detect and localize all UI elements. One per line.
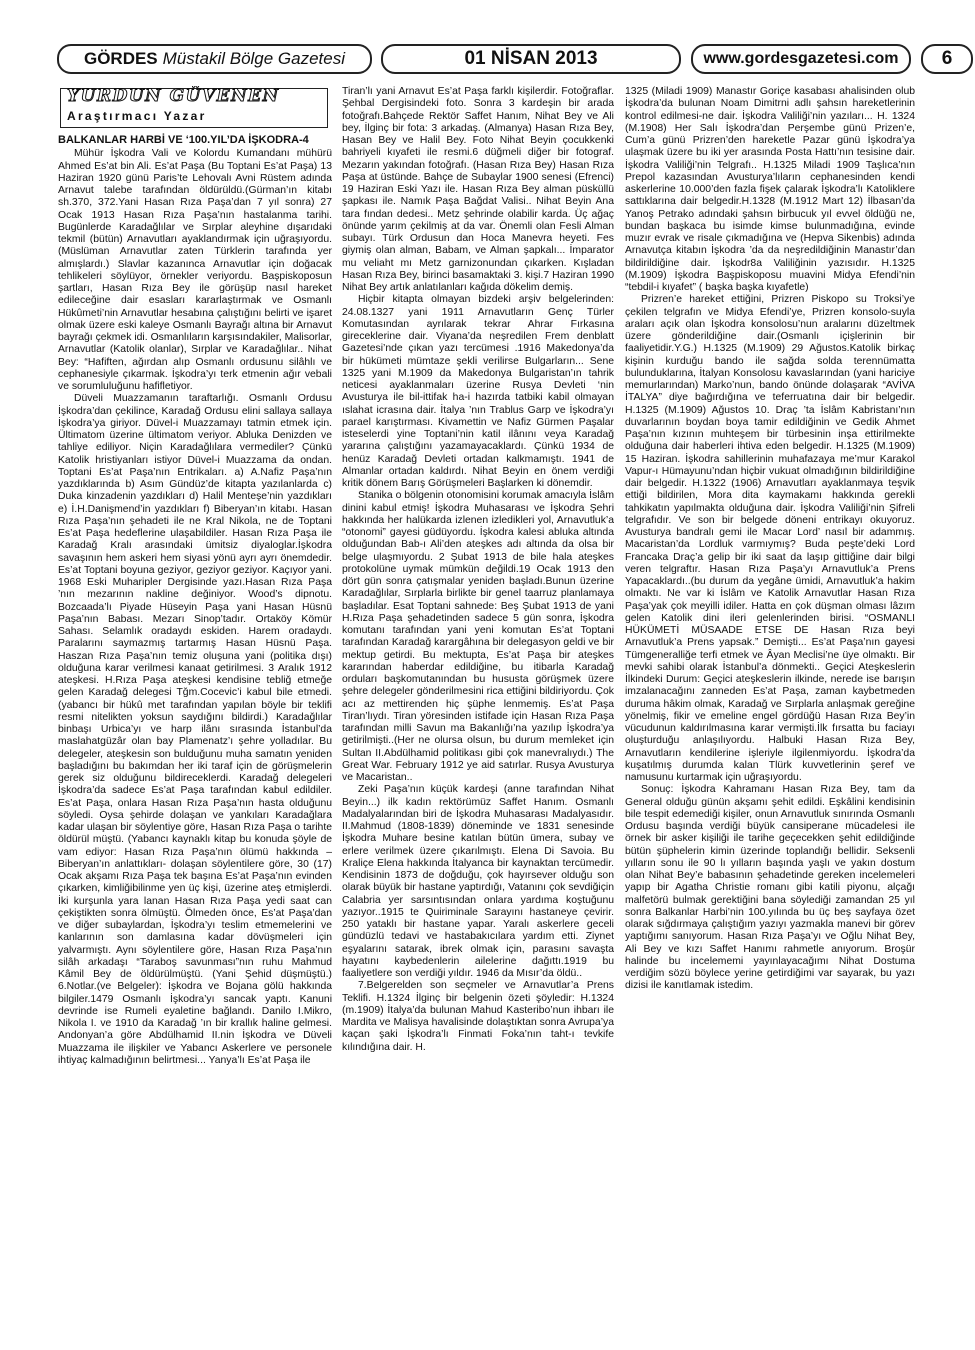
paragraph: Hiçbir kitapta olmayan bizdeki arşiv belgelerinden: 24.08.1327 yani 1911 Arnavutların Genç Türler Komutasından ayrılarak tekrar Ahrar Fırkasına gireceklerine dair. Viyana’da neşredilen Frem denblatt Gazetesi’nde çıkan yazı tercümesi .1916 Makedonya’da bir hükümeti mümtaze şekli verilirse Bulgarların... Sene 1325 yani M.1909 da Makedonya Bulgaristan’ın tahrik neticesi ayaklanmaları üzerine Rusya Devleti ‘nin Avusturya ile bil-ittifak ha-i hazırda tatbiki kabil olmayan ıslahat icrasına dair. İtalya ’nın Trablus Garp ve İşkodra’yı parael karıştırması. Kivamettin ve Nafiz Gürmen Paşalar isteselerdi yine Toptani’nin katil ilânını veya Karadağ yararına çalıştığını yazamayacaklardı. Çünkü 1934 de henüz Karadağ Devleti ortadan kalkmamıştı. 1941 de Almanlar ortadan kaldırdı. Nihat Beyin en önem verdiği kritik dönem Barış Görüşmeleri Başlarken ki dönemdir. [342,294,614,489]
paragraph: 7.Belgerelden son seçmeler ve Arnavutlar’a Prens Teklifi. H.1324 İlginç bir belgenin özeti şöyledir: H.1324 (m.1909) İtalya’da bulunan Mahud Kasteribo’nun ihbarı ile Mardita ve Malisya havalisinde dolaştıktan sonra Avrupa’ya kaçan şaki İşkodra’lı Finmati Foka’nın taht-ı tevkife kılındığına dair. H. [342,980,614,1053]
paragraph: 1325 (Miladi 1909) Manastır Goriçe kasabası ahalisinden olub İşkodra’da bulunan Noam Dimitrni adlı şahsın hareketlerinin kontrol edilmesi-ne dair. İşkodra Valiliği’nin yazıları... H. 1324 (M.1908) Her Salı İşkodra’dan Perşembe günü Prizen’e, Cum’a günü Prizren’den hareketle Pazar günü İşkodra’ya ulaşmak üzere bu iki yer arasında Posta Hattı’nın tesisine dair. İşkodra Valiliği’nin Telgrafı.. H.1325 Miladi 1909 Taşlıca’nın Prepol kazasından Avusturya’lıların cephanesinden kendi askerlerine 10.000’den fazla fişek çalarak İşkodra’lı Katoliklere sattıklarına dair belgedir.H.1328 (M.1912 Mart 12) İlbasan’da Yanoş Petrako adındaki şahsın birbucuk yıl evvel öldüğü ne, bundan başkaca bu isimde kimse bulunmadığına, evinde muzır evrak ve risale çıkmadığına ve (Hepva Sikenbis) adında Arnavutça kitabın İşkodra ’da da neşredildiğinin Manastır’dan bildirildiğine dair. İşkodr8a Valiliğinin yazısıdır. H.1325 (M.1909) İşkodra Başpiskoposu muavini Midya Efendi’nin “tebdil-i kıyafet” ( başka başka kıyafetle) [625,86,915,293]
article-column-2 [342,86,614,1324]
article-column-3 [625,86,915,1324]
masthead [57,44,953,78]
newspaper-name: GÖRDES [83,49,158,68]
newspaper-title [57,44,372,74]
newspaper-subtitle: Müstakil Bölge Gazetesi [162,49,346,68]
article-title: BALKANLAR HARBİ VE ‘100.YIL’DA İŞKODRA-4 [58,134,309,146]
paragraph: Zeki Paşa’nın küçük kardeşi (anne tarafından Nihat Beyin...) ilk kadın rektörümüz Saffet Hanım. Osmanlı Madalyalarından biri de İşkodra Muhasarası Madalyasıdır. II.Mahmud (1808-1839) döneminde ve 1831 senesinde İşkodra Muhare besine katılan bütün ümera, subay ve erlere verilmek üzere çıkarılmıştı. Elena Di Savoia. Bu Kraliçe Elena hakkında İtalyanca bir kaynaktan tercümedir. Kendisinin 1873 de doğduğu, çok hayırsever olduğu son olarak büyük bir hastane yaptırdığı, Vatanını çok sevdiğiçin Calabria yer sarsıntısından onlara yardıma koştuğunu yazıyor..1915 te Quiriminale Sarayını hastaneye çevirir. 250 yataklı bir hastane yapar. Yaralı askerlere geceli gündüzlü tedavi ve hastabakıcılara yardım etti. Ziynet eşyalarını satarak, ibrek olmak için, parasını savaşta hayatını kaybedenlerin ailelerine dağıttı.1919 bu faaliyetlere son verdiği yıldır. 1946 da Mısır’da öldü.. [342,784,614,979]
issue-date: 01 NİSAN 2013 [381,44,681,74]
author-box [60,88,328,128]
paragraph: Prizren’e hareket ettiğini, Prizren Piskopo su Troksi’ye çekilen telgrafın ve Midya Efendi’ye, Prizren konsolo-suyla araları açık olan İşkodra konsolosu’nun aralarını düzeltmek üzere gönderildiğine dair.(Osmanlı içişlerinin bir faaliyetidir.Y.G.) H.1325 (M.1909) 29 Ağustos.Katolik birkaç kişinin kurduğu bando ile sağda solda terennümatta bulunduklarına, İtalyan Konsolosu kavaslarından (yani hariciye memurlarından) Marko’nun, bando önünde dolaşarak “AVİVA İTALYA” diye bağırdığına ve teferruatına dair bir belgedir. H.1325 (M.1909) Ağustos 10. Draç ’ta İslâm Kabristanı’nın duvarlarının boydan boya tamir edildiğinin ve Gedik Ahmet Paşa’nın kızının muhteşem bir türbesinin inşa ettirilmekte olduğuna dair haberleri ihtiva eden belgedir. H.1325 (M.1909) 15 Haziran. İşkodra sahillerinin muhafazaya me’mur Karakol Vapur-ı Hümayunu’ndan hiçbir vukuat olmadığının bildirildiğine dair belgedir. H.1322 (1906) Arnavutları ayaklanmaya teşvik ettiği bildirilen, Mora dita kaymakamı hakkında gerekli tahkikatın yapılmakta olduğuna dair. İşkodra Valiliği’nin Şifreli telgrafıdır. Ve son bir belgede döneni entrikayı okuyoruz. Avusturya bandralı gemi ile Macar Lord’ nasıl bir adammış. Macaristan’da Lordluk varmıymış? Buda peşte’deki Lord Francaka Draç’a gelip bir iki saat da laşıp gittiğine dair bilgi veren telgraftır. Hasan Rıza Paşa’yı Arnavutluk’a Prens Yapacaklardı..(bu durum da yegâne ümidi, Arnavutluk’a hakim olmaktı. Ne var ki İslâm ve Katolik Arnavutlar Hasan Rıza Paşa’yak çok meyilli idiler. Hatta en çok düşman olması lâzım gelen Katolik dini ileri gelenlerinden birisi. “OSMANLI HÜKÜMETİ MÜSAADE ETSE DE Hasan Rıza beyi Arnavutluk’a Prens yapsak.” Demişti... Es’at Paşa’nın gayesi Tümgeneralliğe terfi etmek ve Âyan Meclisi’ne üye olmaktı. Bir mevki sahibi olarak İstanbul’a dönmekti.. Geçici Ateşkeslerin İlkindeki Durum: Geçici ateşkeslerin ilkinde, nerede ise barışın imzalanacağını zanneden Es’at Paşa, zaman kaybetmeden duruma hâkim olmak, Karadağ ve Sırplarla anlaşmak gereğine yönelmiş, fikir ve emeline engel gördüğü Hasan Rıza Bey’in vücudunun kaldırılmasına karar vermişti.İlk fırsatta bu faciayı oluşturduğu anlaşılıyordu. Halbuki Hasan Rıza Bey, Arnavutların kendilerine işleriyle ilgilenmiyordu. İşkodra’da kuşatılmış durumda kalan Tlürk kuvvetlerinin şeref ve namusunu kurtarmak için uğraşıyordu. [625,294,915,783]
paragraph: Mühür İşkodra Vali ve Kolordu Kumandanı mühürü Ahmed Es’at bin Ali. Es’at Paşa (Bu Toptani Es’at Paşa) 13 Haziran 1920 günü Paris’te Lehovalı Avni Rüstem adında Arnavut talebe tarafından öldürüldü.(Gürman’ın kitabı sh.370, 372.Yani Hasan Rıza Paşa’dan 7 yıl sonra) 27 Ocak 1913 Hasan Rıza Paşa’nın hastalanma tarihi. Bugünlerde Karadağlılar ve Sırplar aleyhine dışarıdaki tekmil (bütün) Arnavutları ayaklandırmak için uğraşıyordu. (Müslüman Arnavutlar zaten Türklerin tarafında yer almışlardı.) Slavlar kazanınca Arnavutlar için doğacak tehlikeleri söylüyor, örnekler veriyordu. Başpiskoposun şartları, Hasan Rıza Bey ile görüşüp nasıl hareket edileceğine dair esasları kararlaştırmak ve Osmanlı Hükûmeti’nin Arnavutlar hesabına çalıştığını belirti ve işaret olmak üzere eski kaleye Osmanlı Bayrağı altına bir Arnavut bayrağı çekmek idi. Osmanlıların karşısındakiler, Malisorlar, Arnavutlar (Katolik olanlar), Sırplar ve Karadağlılar.. Nihat Bey: “Hafiften, ağırdan alıp Osmanlı ordusunu silâhlı ve cephanesiyle çıkarmak. İşkodra’yı terk etmenin ağır vebali ve sorumluluğunu hafifletiyor. [58,148,332,392]
author-role: Araştırmacı Yazar [67,109,207,123]
website-url: www.gordesgazetesi.com [691,44,911,74]
author-name: YURDUN GÜVENEN [67,86,280,106]
paragraph: Düveli Muazzamanın taraftarlığı. Osmanlı Ordusu İşkodra’dan çekilince, Karadağ Ordusu elini sallaya sallaya İşkodra’ya giriyor. Düvel-i Muazzamayı tatmin etmek için. Ültimatom üzerine ültimatom veriyor. Abluka Denizden ve tahliye ediliyor. Niçin Karadağlılara vermediler? Çünkü Katolik hristiyanları istiyor Düvel-i Muazzama da ondan. Toptani Es’at Paşa’nın Entrikaları. a) A.Nafiz Paşa’nın yazdıklarında b) Asım Gündüz’de kitapta yazılanlarda c) Duka kinzadenin yazdıkları d) Halil Menteşe’nin yazdıkları e) İ.H.Danişmend’in yazdıkları f) Biberyan’ın kitabı. Hasan Rıza Paşa’nın şehadeti ile ne Kral Nikola, ne de Toptani Es’at Paşa hedeflerine ulaşabildiler. Hasan Rıza Paşa ile Karadağ Kralı arasındaki ümitsiz diyaloglar.İşkodra savaşının hem askeri hem siyasi yönü ayrı ayrı önemdedir. Es’at Toptani boyuna geziyor, geziyor geziyor. Kaçıyor yani. 1968 Eski Muharipler Dergisinde yazı.Hasan Rıza Paşa ’nın mezarının nakline değiniyor. Wood’s dipnotu. Bozcaada’lı Piyade Hüseyin Paşa yani Hasan Hüsnü Paşa’nın Babası. Mezarı Sinop’tadır. Ortaköy Kömür Sahası. Selamlık oradaydı eskiden. Harem oradaydı. Paralarını saymazmış tartarmış Hasan Hüsnü Paşa. Haszan Rıza Paşa’nın temiz oluşuna yani (politika dışı) olduğuna karar verilmesi kanaat getirilmesi. 3 Aralık 1912 ateşkesi. H.Rıza Paşa ateşkesi kendisine tebliğ etmeğe gelen Karadağ delegesi Tğm.Cocevic’i kabul bile etmedi.(yabancı bir hükû met tarafından yapılan böyle bir teklifi resmi nitelikten yoksun saydığını bildirdi.) Karadağlılar binbaşı Urbica’yı ve harp ilânı sırasında İstanbul’da maslahatgüzâr olan bay Plamenatz’ı şehre yolladılar. Bu delegeler, ateşkesin son bulduğunu muha samatın yeniden başladığını bu bakımdan her iki taraf için de görüşmelerin gerek siz olduğunu bildireceklerdi. Karadağ delegeleri İşkodra’da sadece Es’at Paşa tarafından kabul edildiler. Es’at Paşa, onlara Hasan Rıza Paşa’nın hasta olduğunu söyledi. Oysa şehirde dolaşan ve yankıları Karadağlara kadar ulaşan bir söylentiye göre, Hasan Rıza Paşa o tarihte öldürül müştü. (Yabancı kaynaklı kitap bu konuda şöyle de vam ediyor: Hasan Rıza Paşa’nın ölümü hakkında –Biberyan’ın anlattıkları- dolaşan söylentilere göre, 30 (17) Ocak akşamı Rıza Paşa tek başına Es’at Paşa’nın evinden çıkarken, kimliğibilinme yen üç kişi, üzerine ateş etmişlerdi. İki kurşunla yara lanan Hasan Rıza Paşa yedi saat can çekiştikten sonra ölmüştü. Ölmeden önce, Es’at Paşa’dan ve diğer subaylardan, İşkodra’yı teslim etmemelerini ve kanlarının son damlasına kadar dövüşmeleri için yalvarmıştı. Aynı söylentilere göre, Hasan Rıza Paşa’nın silâh arkadaşı “Taraboş savunması”nın ruhu Mahmud Kâmil Bey de öldürülmüştü. (Yani Şehid düşmüştü.) 6.Notlar.(ve Belgeler): İşkodra ve Bojana gölü hakkında bilgiler.1479 Osmanlı İşkodra’yı sancak yaptı. Kanuni devrinde ise Rumeli eyaletine bağlandı. Danilo I.Mikro, Nikola I. ve 1910 da Karadağ ’ın bir krallık haline gelmesi. Andonyan’a göre Abdülhamid II.nin İşkodra ve Düveli Muazzama ile ilişkiler ve Yabancı Askerlere ve personele ihtiyaç kalmadığının belirtmesi... Yanya’lı Es’at Paşa ile [58,393,332,1066]
paragraph: Tiran’lı yani Arnavut Es’at Paşa farklı kişilerdir. Fotoğraflar. Şehbal Dergisindeki foto. Sonra 3 kardeşin bir arada fotoğrafı.Bahçede Rektör Saffet Hanım, Nihat Bey ve Ali bey, İlginç bir fota: 3 arkadaş. (Almanya) Hasan Rıza Bey, Hasan Bey ve Halil Bey. Foto Nihat Beyin çocukkenki bahriyeli kıyafeti ile resmi.6 düğmeli diğer bir fotograf. Mezarın yakından fotoğrafı. (Hasan Rıza Bey) Hasan Rıza Paşa at üstünde. Bahçe de Subaylar 1900 senesi (Efrenci) 19 Haziran Eski Yazı ile. Hasan Rıza Bey alman püsküllü şapkası ile. Namık Paşa Bağdat Valisi.. Nihat Beyin Ana tara fından dedesi.. Metz şehrinde olabilir karda. Üç ağaç önünde yarım çekilmiş at da var. Önemli olan Fesli Alman subayı. Türk Ordusun dan Hoca Manevra heyeti. Fes giymiş olan alman, Babam, ve Alman şapkalı... İmparator mu veliaht mı Metz garnizonundan çıkarken. Kışladan Hasan Rıza Bey, birinci basamaktaki 3. kişi.7 Haziran 1990 Nihat Bey artık anlatılanları kağıda dökelim demiş. [342,86,614,293]
paragraph: Stanika o bölgenin otonomisini korumak amacıyla İslâm dinini kabul etmiş! İşkodra Muhasarası ve İşkodra Şehri hakkında her halükarda izlenen izledikleri yol, Arnavutluk’a “otonomi” gayesi güdüyordu. İşkodra kalesi abluka altında olduğundan Bab-ı Ali’den ateşkes adı altında da olsa bir belge ulaşmıyordu. 2 Şubat 1913 de bile hala ateşkes protokolüne uymak mümkün değildi.19 Ocak 1913 den dört gün sonra çatışmalar yeniden başladı.Bunun üzerine Karadağlılar, Sırplarla birlikte bir genel taarruz planlamaya başladılar. Esat Toptani sahnede: Beş Şubat 1913 de yani H.Rıza Paşa şehadetinden sadece 5 gün sonra, İşkodra komutanı tarafından yani yeni komutan Es’at Toptani tarafından Karadağ karargâhına bir delegasyon geldi ve bir mektup getirdi. Bu mektupta, Es’at Paşa bir ateşkes kararından haberdar edildiğine, bu itibarla Karadağ orduları başkomutanından bu hususta görüşmek üzere şehre delegeler gönderilmesini rica ettiğini bildiriyordu. Çok acı az mettirenden hiç şüphe lenmemiş. Es’at Paşa Tiran’lıydı. Tiran yöresinden istifade için Hasan Rıza Paşa tarafından milli Savun ma Bakanlığı’na yazılıp İşkodra’ya getirilmişti..(Her ne olursa olsun, bu durum memleket için Sultan II.Abdülhamid politikası gibi çok manevralıydı.) The Great War. February 1912 ye aid satırlar. Rusya Avusturya ve Macaristan.. [342,490,614,783]
article-column-1 [58,86,332,1324]
page-number: 6 [921,44,973,74]
paragraph: Sonuç: İşkodra Kahramanı Hasan Rıza Bey, tam da General olduğu günün akşamı şehit edildi. Eşkâlini kendisinin bile tespit edemediği kişiler, onun Arnavutluk sınırında Osmanlı Ordusu başında verdiği büyük cansiperane mücadelesi ile örnek bir asker kişiliği ile tarihe geçecekken şehit edildiğinde bütün şüphelerin kimin üzerinde toplandığı bellidir. Seksenli yılların sonu ile 90 lı yılların başında yaşlı ve yakın dostum olan Nihat Bey’e babasının şehadetinde gereken incelemeleri yapıp bir Agatha Christie romanı gibi katili piyonu, alçağı malfetörü bulmak gerektiğini bana söylediği zamandan 25 yıl sonra Balkanlar Harbi’nin 100.yılında bu üç beş sayfaya özet olarak sığdırmaya çalıştığım yazıyı yazmakla manevi bir görev yaptığımı sanıyorum. Hasan Rıza Paşa’yı ve Oğlu Nihat Bey, Ali Bey ve kızı Saffet Hanımı rahmetle anıyorum. Broşür halinde bu incelememi yayınlayacağımı Nihat Dostuma verdiğim sözü böylece yerine getirdiğimi var sayarak, bu yazı dizisi ile kanıtlamak istedim. [625,784,915,992]
